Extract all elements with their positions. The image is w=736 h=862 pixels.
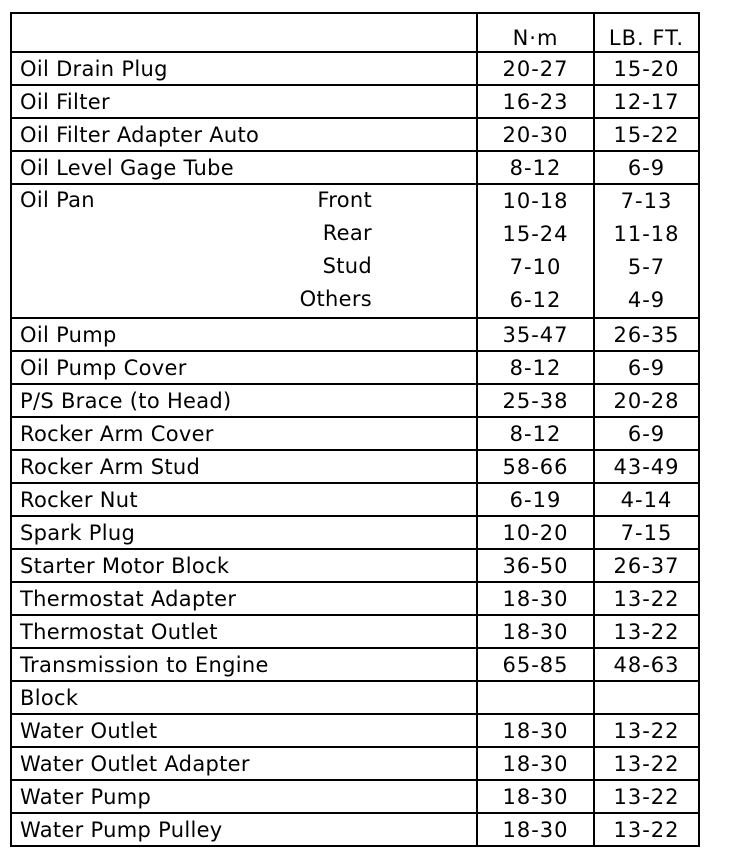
table-header-row bbox=[11, 13, 699, 52]
row-nm-value: 10-20 bbox=[477, 516, 594, 549]
table-row bbox=[11, 681, 699, 714]
table-row bbox=[11, 384, 699, 417]
table-row bbox=[11, 351, 699, 384]
row-lbft-value: 7-15 bbox=[594, 516, 699, 549]
row-nm-value: 16-23 bbox=[477, 85, 594, 118]
table-row bbox=[11, 85, 699, 118]
oil-pan-sub-lbft: 5-7 bbox=[627, 255, 666, 279]
row-nm-value: 58-66 bbox=[477, 450, 594, 483]
oil-pan-nm-stack bbox=[478, 185, 593, 317]
row-lbft-value: 20-28 bbox=[594, 384, 699, 417]
oil-pan-sub-nm: 15-24 bbox=[502, 222, 569, 246]
table-row bbox=[11, 318, 699, 351]
row-lbft-value: 4-14 bbox=[594, 483, 699, 516]
row-nm-value: 8-12 bbox=[477, 151, 594, 184]
row-lbft-value: 13-22 bbox=[594, 780, 699, 813]
table-row bbox=[11, 615, 699, 648]
oil-pan-sub-line bbox=[20, 185, 468, 218]
header-lbft: LB. FT. bbox=[594, 13, 699, 52]
oil-pan-sub-label: Stud bbox=[322, 254, 372, 278]
oil-pan-nm-values bbox=[477, 184, 594, 318]
row-lbft-value: 6-9 bbox=[594, 417, 699, 450]
row-label: Block bbox=[11, 681, 477, 714]
row-lbft-value: 26-37 bbox=[594, 549, 699, 582]
row-nm-value: 18-30 bbox=[477, 714, 594, 747]
row-label: Water Outlet bbox=[11, 714, 477, 747]
table-row bbox=[11, 118, 699, 151]
row-lbft-value: 13-22 bbox=[594, 747, 699, 780]
torque-spec-table bbox=[10, 12, 700, 847]
row-lbft-value: 15-22 bbox=[594, 118, 699, 151]
table-body bbox=[11, 13, 699, 846]
row-lbft-value bbox=[594, 681, 699, 714]
row-nm-value: 65-85 bbox=[477, 648, 594, 681]
row-nm-value: 18-30 bbox=[477, 780, 594, 813]
row-label: P/S Brace (to Head) bbox=[11, 384, 477, 417]
oil-pan-sub-lbft: 7-13 bbox=[620, 189, 673, 213]
oil-pan-lbft-values bbox=[594, 184, 699, 318]
table-row bbox=[11, 582, 699, 615]
table-row bbox=[11, 417, 699, 450]
oil-pan-sub-nm: 7-10 bbox=[509, 255, 562, 279]
row-label: Rocker Arm Stud bbox=[11, 450, 477, 483]
row-lbft-value: 26-35 bbox=[594, 318, 699, 351]
row-label: Thermostat Outlet bbox=[11, 615, 477, 648]
oil-pan-sub-label: Front bbox=[317, 188, 372, 212]
table-row-oil-pan bbox=[11, 184, 699, 318]
table-row bbox=[11, 714, 699, 747]
row-label: Spark Plug bbox=[11, 516, 477, 549]
row-label: Oil Pump bbox=[11, 318, 477, 351]
row-lbft-value: 13-22 bbox=[594, 615, 699, 648]
table-row bbox=[11, 516, 699, 549]
table-row bbox=[11, 483, 699, 516]
oil-pan-label-stack bbox=[20, 185, 468, 317]
row-lbft-value: 13-22 bbox=[594, 582, 699, 615]
row-label: Oil Filter Adapter Auto bbox=[11, 118, 477, 151]
row-lbft-value: 6-9 bbox=[594, 151, 699, 184]
row-label: Oil Drain Plug bbox=[11, 52, 477, 85]
row-lbft-value: 43-49 bbox=[594, 450, 699, 483]
row-nm-value: 18-30 bbox=[477, 615, 594, 648]
oil-pan-sub-line bbox=[20, 218, 468, 251]
row-nm-value: 8-12 bbox=[477, 351, 594, 384]
table-row bbox=[11, 52, 699, 85]
row-label: Oil Level Gage Tube bbox=[11, 151, 477, 184]
row-nm-value bbox=[477, 681, 594, 714]
oil-pan-lbft-stack bbox=[595, 185, 698, 317]
oil-pan-sub-label: Others bbox=[299, 287, 372, 311]
row-label: Water Outlet Adapter bbox=[11, 747, 477, 780]
oil-pan-label: Oil Pan bbox=[20, 188, 95, 212]
row-lbft-value: 12-17 bbox=[594, 85, 699, 118]
row-lbft-value: 13-22 bbox=[594, 714, 699, 747]
row-label: Transmission to Engine bbox=[11, 648, 477, 681]
table-row bbox=[11, 780, 699, 813]
row-label: Rocker Nut bbox=[11, 483, 477, 516]
row-nm-value: 18-30 bbox=[477, 813, 594, 846]
row-nm-value: 18-30 bbox=[477, 747, 594, 780]
row-nm-value: 6-19 bbox=[477, 483, 594, 516]
row-nm-value: 18-30 bbox=[477, 582, 594, 615]
row-label: Oil Pump Cover bbox=[11, 351, 477, 384]
row-nm-value: 36-50 bbox=[477, 549, 594, 582]
table-row bbox=[11, 648, 699, 681]
torque-spec-table-wrapper bbox=[10, 12, 700, 847]
oil-pan-sub-nm: 10-18 bbox=[502, 189, 569, 213]
row-lbft-value: 13-22 bbox=[594, 813, 699, 846]
oil-pan-sub-label: Rear bbox=[322, 221, 372, 245]
oil-pan-sub-lbft: 4-9 bbox=[627, 288, 666, 312]
oil-pan-sub-line bbox=[20, 284, 468, 317]
table-row bbox=[11, 747, 699, 780]
row-nm-value: 20-27 bbox=[477, 52, 594, 85]
row-label: Thermostat Adapter bbox=[11, 582, 477, 615]
table-row bbox=[11, 813, 699, 846]
oil-pan-labels bbox=[11, 184, 477, 318]
oil-pan-sub-nm: 6-12 bbox=[509, 288, 562, 312]
row-lbft-value: 6-9 bbox=[594, 351, 699, 384]
table-row bbox=[11, 450, 699, 483]
row-label: Water Pump Pulley bbox=[11, 813, 477, 846]
oil-pan-sub-lbft: 11-18 bbox=[613, 222, 680, 246]
header-item bbox=[11, 13, 477, 52]
row-nm-value: 20-30 bbox=[477, 118, 594, 151]
row-nm-value: 8-12 bbox=[477, 417, 594, 450]
row-label: Rocker Arm Cover bbox=[11, 417, 477, 450]
row-label: Starter Motor Block bbox=[11, 549, 477, 582]
table-row bbox=[11, 549, 699, 582]
row-nm-value: 35-47 bbox=[477, 318, 594, 351]
row-lbft-value: 15-20 bbox=[594, 52, 699, 85]
table-row bbox=[11, 151, 699, 184]
oil-pan-sub-line bbox=[20, 251, 468, 284]
row-label: Water Pump bbox=[11, 780, 477, 813]
row-label: Oil Filter bbox=[11, 85, 477, 118]
header-nm: N·m bbox=[477, 13, 594, 52]
row-lbft-value: 48-63 bbox=[594, 648, 699, 681]
row-nm-value: 25-38 bbox=[477, 384, 594, 417]
